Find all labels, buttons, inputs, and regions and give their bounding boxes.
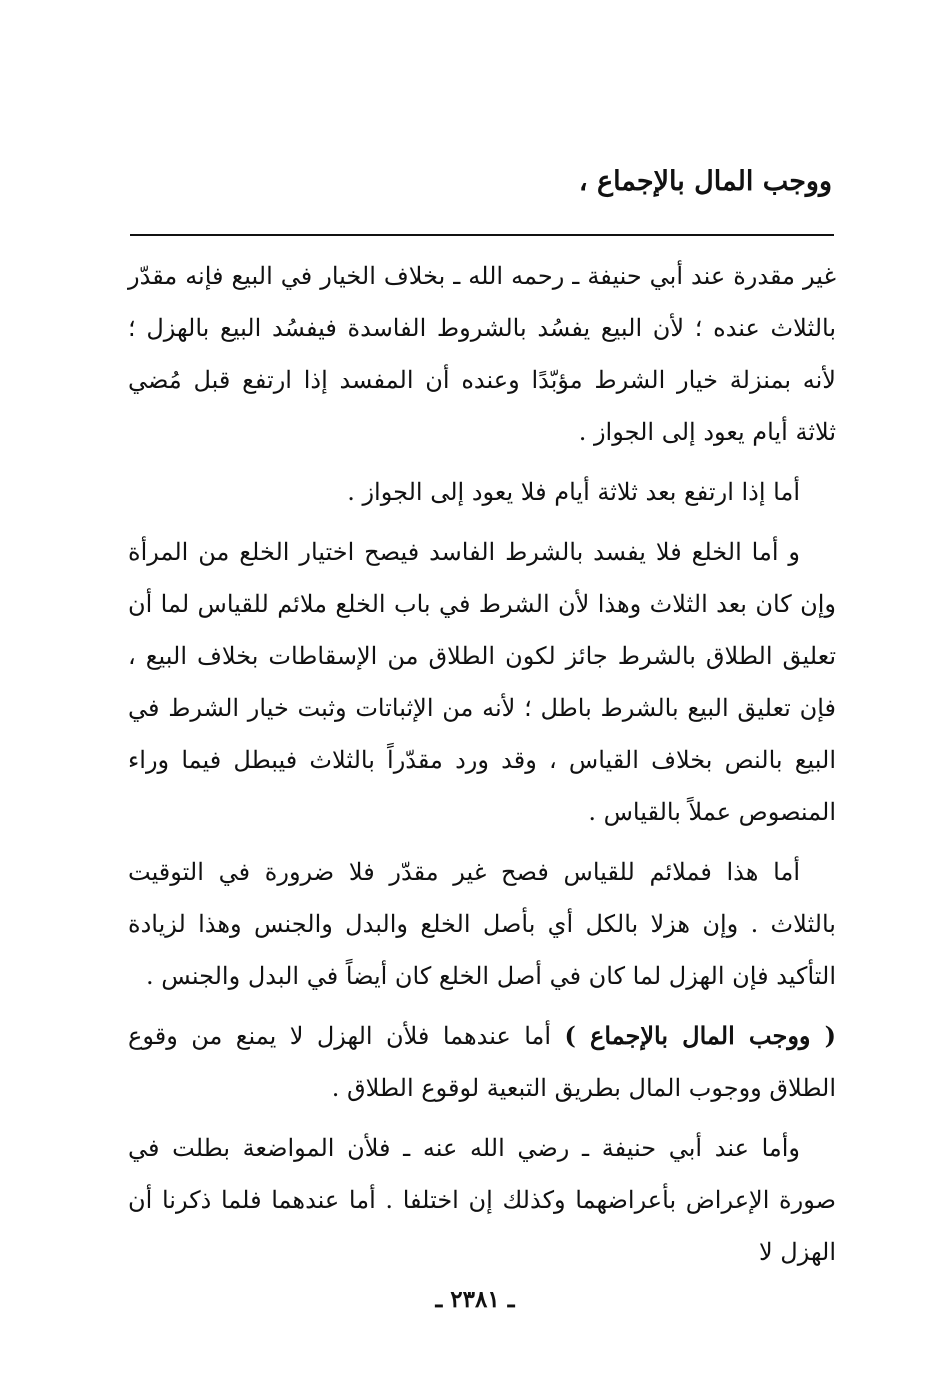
quoted-matn: ( ووجب المال بالإجماع ) bbox=[564, 1021, 836, 1050]
paragraph bbox=[128, 1010, 836, 1114]
paragraph-text: أما إذا ارتفع بعد ثلاثة أيام فلا يعود إلى الجواز . bbox=[347, 478, 800, 506]
paragraph bbox=[128, 526, 836, 838]
paragraph-text: وأما عند أبي حنيفة ـ رضي الله عنه ـ فلأن المواضعة بطلت في صورة الإعراض بأعراضهما وكذلك إن اختلفا . أما عندهما فلما ذكرنا أن الهزل لا bbox=[128, 1134, 836, 1266]
paragraph bbox=[128, 466, 836, 518]
paragraph bbox=[128, 250, 836, 458]
page-number: ـ ٢٣٨١ ـ bbox=[435, 1286, 515, 1313]
paragraph-text: غير مقدرة عند أبي حنيفة ـ رحمه الله ـ بخلاف الخيار في البيع فإنه مقدّر بالثلاث عنده ؛ لأن البيع يفسُد بالشروط الفاسدة فيفسُد البيع بالهزل ؛ لأنه بمنزلة خيار الشرط مؤبّدًا وعنده أن المفسد إذا ارتفع قبل مُضي ثلاثة أيام يعود إلى الجواز . bbox=[128, 262, 836, 446]
matn-line: ووجب المال بالإجماع ، bbox=[578, 166, 832, 197]
paragraph-text: أما عندهما فلأن الهزل لا يمنع من وقوع الطلاق ووجوب المال بطريق التبعية لوقوع الطلاق . bbox=[128, 1022, 836, 1102]
separator-rule bbox=[130, 234, 834, 236]
paragraph-text: و أما الخلع فلا يفسد بالشرط الفاسد فيصح اختيار الخلع من المرأة وإن كان بعد الثلاث وهذا لأن الشرط في باب الخلع ملائم للقياس لما أن تعليق الطلاق بالشرط جائز لكون الطلاق من الإسقاطات بخلاف البيع ، فإن تعليق البيع بالشرط باطل ؛ لأنه من الإثباتات وثبت خيار الشرط في البيع بالنص بخلاف القياس ، وقد ورد مقدّراً بالثلاث فيبطل فيما وراء المنصوص عملاً بالقياس . bbox=[128, 538, 837, 826]
paragraph bbox=[128, 846, 836, 1002]
paragraph bbox=[128, 1122, 836, 1278]
paragraph-text: أما هذا فملائم للقياس فصح غير مقدّر فلا ضرورة في التوقيت بالثلاث . وإن هزلا بالكل أي بأصل الخلع والبدل والجنس وهذا لزيادة التأكيد فإن الهزل لما كان في أصل الخلع كان أيضاً في البدل والجنس . bbox=[128, 858, 836, 990]
commentary-body bbox=[128, 250, 836, 1286]
